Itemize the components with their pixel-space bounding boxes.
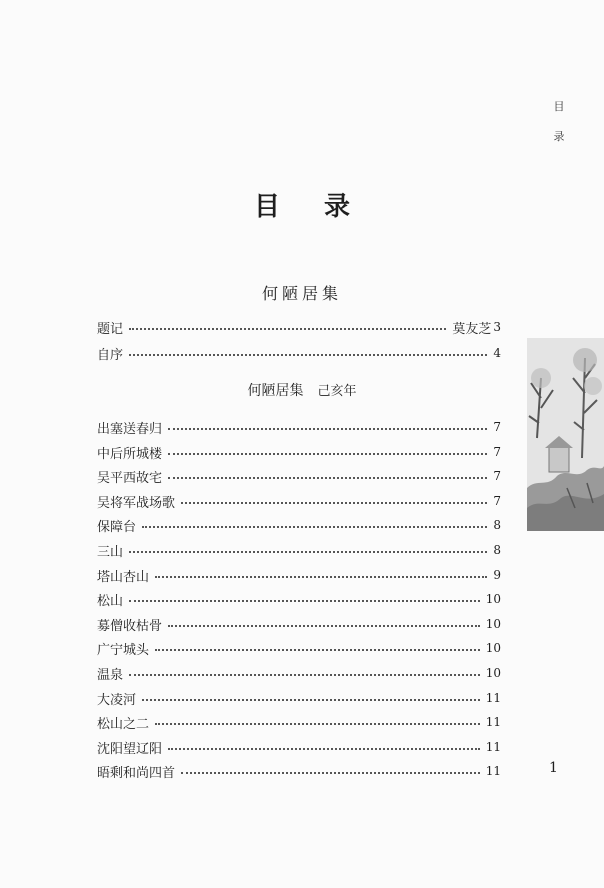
toc-entry-page: 7 (493, 469, 501, 483)
section-title: 何陋居集 (261, 284, 342, 303)
toc-entry-title: 募僧收枯骨 (97, 618, 163, 634)
toc-entry[interactable] (97, 664, 501, 682)
dot-leader (168, 748, 480, 750)
toc-entry-page: 3 (493, 320, 501, 334)
toc-entry-page: 7 (493, 445, 501, 459)
subsection-title (0, 380, 604, 400)
page-title (0, 186, 604, 223)
toc-entry[interactable] (97, 516, 501, 534)
dot-leader (129, 354, 487, 356)
running-head-char-2: 录 (553, 130, 565, 143)
toc-entry-page: 10 (485, 641, 501, 655)
dot-leader (181, 502, 487, 504)
toc-entry-title: 三山 (97, 544, 124, 560)
toc-entry-page: 8 (493, 543, 501, 557)
subsection-year: 己亥年 (317, 384, 357, 399)
toc-entry[interactable] (97, 492, 501, 510)
dot-leader (155, 649, 480, 651)
dot-leader (168, 477, 487, 479)
toc-entry-title: 自序 (97, 347, 124, 363)
toc-entry-page: 10 (485, 666, 501, 680)
dot-leader (129, 674, 480, 676)
toc-entry-title: 松山之二 (97, 716, 150, 732)
landscape-painting-image (527, 338, 604, 531)
running-head-char-1: 目 (553, 100, 565, 113)
toc-entry-title: 保障台 (97, 519, 137, 535)
toc-entry-preface-note[interactable] (97, 318, 501, 336)
toc-entry-page: 11 (485, 764, 501, 778)
toc-entry-title: 松山 (97, 593, 124, 609)
toc-entry-page: 11 (485, 715, 501, 729)
toc-entry-title: 题记 (97, 321, 124, 337)
toc-entry-title: 吴平西故宅 (97, 470, 163, 486)
toc-entry[interactable] (97, 639, 501, 657)
toc-entry-title: 出塞送春归 (97, 421, 163, 437)
toc-entry[interactable] (97, 615, 501, 633)
toc-entry-title: 大凌河 (97, 692, 137, 708)
toc-entry-self-preface[interactable] (97, 344, 501, 362)
dot-leader (129, 600, 480, 602)
toc-entry-title: 塔山杏山 (97, 569, 150, 585)
dot-leader (155, 723, 480, 725)
toc-entry[interactable] (97, 566, 501, 584)
toc-entry[interactable] (97, 689, 501, 707)
dot-leader (129, 328, 446, 330)
subsection-name: 何陋居集 (247, 383, 304, 399)
running-head (552, 100, 566, 160)
dot-leader (168, 428, 487, 430)
toc-entry[interactable] (97, 762, 501, 780)
toc-entry[interactable] (97, 713, 501, 731)
toc-entry-page: 9 (493, 568, 501, 582)
toc-entry-page: 4 (493, 346, 501, 360)
toc-entry-page: 7 (493, 494, 501, 508)
dot-leader (129, 551, 487, 553)
toc-entry-title: 中后所城楼 (97, 446, 163, 462)
dot-leader (181, 772, 480, 774)
toc-entry-page: 8 (493, 518, 501, 532)
toc-entry-page: 7 (493, 420, 501, 434)
toc-entry[interactable] (97, 541, 501, 559)
toc-entry[interactable] (97, 418, 501, 436)
page-title-char-1: 目 (253, 192, 280, 222)
dot-leader (155, 576, 487, 578)
toc-entry-title: 沈阳望辽阳 (97, 741, 163, 757)
toc-entry[interactable] (97, 590, 501, 608)
toc-entry[interactable] (97, 443, 501, 461)
landscape-painting-svg (527, 338, 604, 531)
toc-entry-author: 莫友芝 (452, 321, 492, 337)
dot-leader (142, 526, 487, 528)
dot-leader (142, 699, 480, 701)
toc-entry-page: 11 (485, 691, 501, 705)
toc-entry-title: 晤剩和尚四首 (97, 765, 176, 781)
toc-entry-page: 10 (485, 592, 501, 606)
page-title-char-2: 录 (324, 192, 351, 222)
toc-entry-page: 10 (485, 617, 501, 631)
dot-leader (168, 625, 480, 627)
toc-entry-title: 广宁城头 (97, 642, 150, 658)
dot-leader (168, 453, 487, 455)
toc-entry-title: 温泉 (97, 667, 124, 683)
toc-entry[interactable] (97, 738, 501, 756)
toc-entry-title: 吴将军战场歌 (97, 495, 176, 511)
page-number: 1 (549, 760, 558, 776)
toc-entry[interactable] (97, 467, 501, 485)
toc-entry-page: 11 (485, 740, 501, 754)
